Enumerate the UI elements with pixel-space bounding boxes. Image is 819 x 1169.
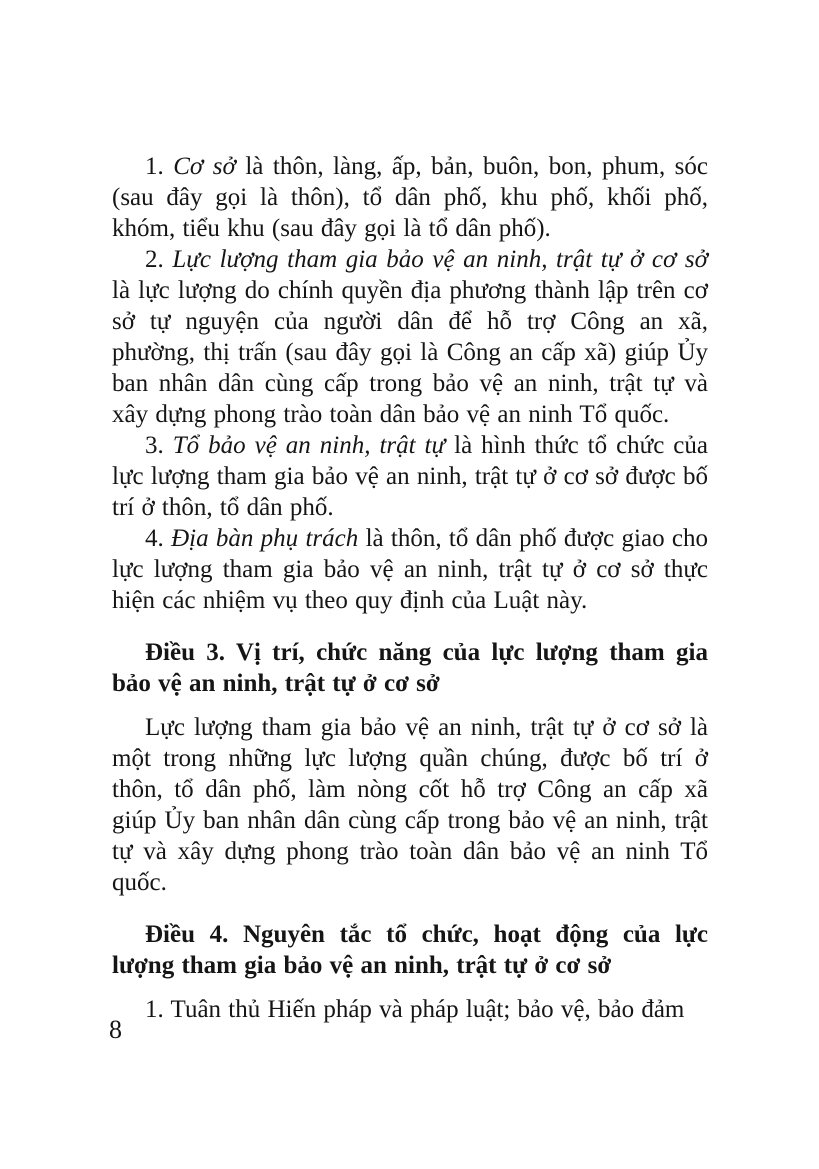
paragraph-definition-to-bao-ve (112, 430, 708, 523)
article-3-heading: Điều 3. Vị trí, chức năng của lực lượng tham gia bảo vệ an ninh, trật tự ở cơ sở (112, 639, 708, 697)
paragraph-article-3-body (112, 712, 708, 898)
article-4-heading: Điều 4. Nguyên tắc tổ chức, hoạt động của lực lượng tham gia bảo vệ an ninh, trật tự ở cơ sở (112, 921, 708, 979)
text-run: là lực lượng do chính quyền địa phương thành lập trên cơ sở tự nguyện của người dân để hỗ trợ Công an xã, phường, thị trấn (sau đây gọi là Công an cấp xã) giúp Ủy ban nhân dân cùng cấp trong bảo vệ an ninh, trật tự và xây dựng phong trào toàn dân bảo vệ an ninh Tổ quốc. (112, 277, 708, 428)
text-run: 4. (145, 525, 172, 552)
text-run: Lực lượng tham gia bảo vệ an ninh, trật tự ở cơ sở là một trong những lực lượng quần chúng, được bố trí ở thôn, tổ dân phố, làm nòng cốt hỗ trợ Công an cấp xã giúp Ủy ban nhân dân cùng cấp trong bảo vệ an ninh, trật tự và xây dựng phong trào toàn dân bảo vệ an ninh Tổ quốc. (112, 714, 708, 896)
italic-term: Địa bàn phụ trách (171, 525, 359, 552)
text-run: là thôn, làng, ấp, bản, buôn, bon, phum, sóc (sau đây gọi là thôn), tổ dân phố, khu phố, khối phố, khóm, tiểu khu (sau đây gọi là tổ dân phố). (112, 153, 709, 242)
text-run: 2. (145, 246, 173, 273)
paragraph-definition-dia-ban (112, 523, 708, 616)
text-run: là hình thức tổ chức của lực lượng tham gia bảo vệ an ninh, trật tự ở cơ sở được bố trí ở thôn, tổ dân phố. (112, 432, 708, 521)
text-run: là thôn, tổ dân phố được giao cho lực lượng tham gia bảo vệ an ninh, trật tự ở cơ sở thực hiện các nhiệm vụ theo quy định của Luật này. (112, 525, 708, 614)
italic-term: Lực lượng tham gia bảo vệ an ninh, trật tự ở cơ sở (172, 246, 709, 273)
page-number: 8 (109, 1015, 122, 1044)
italic-term: Cơ sở (173, 153, 236, 180)
paragraph-article-4-item-1 (112, 994, 708, 1025)
paragraph-definition-luc-luong (112, 244, 708, 430)
page-content (112, 151, 708, 1025)
italic-term: Tổ bảo vệ an ninh, trật tự (172, 432, 446, 459)
paragraph-definition-co-so (112, 151, 708, 244)
text-run: 1. (145, 153, 174, 180)
text-run: 3. (145, 432, 173, 459)
text-run: 1. Tuân thủ Hiến pháp và pháp luật; bảo vệ, bảo đảm (145, 996, 685, 1023)
